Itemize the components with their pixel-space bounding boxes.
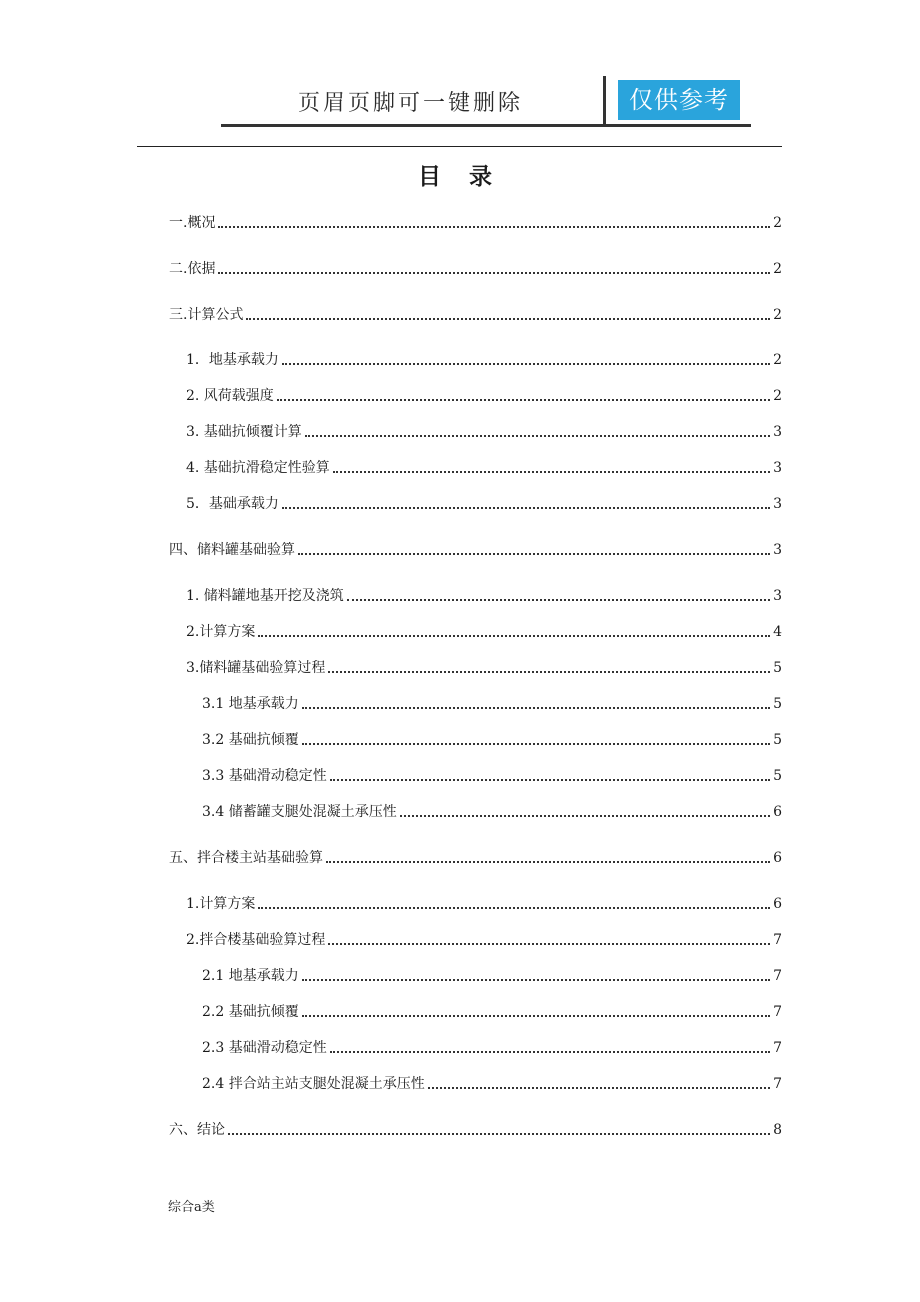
- toc-entry-label: 2.拌合楼基础验算过程: [186, 932, 326, 948]
- toc-entry-label: 2. 风荷载强度: [186, 388, 274, 404]
- toc-entry-page: 5: [773, 660, 782, 676]
- toc-leader: [333, 471, 770, 473]
- toc-entry-4-3-1[interactable]: [202, 694, 782, 714]
- toc-entry-label: 三.计算公式: [169, 307, 244, 323]
- toc-entry-4-1[interactable]: [186, 586, 782, 606]
- toc-entry-4-3-3[interactable]: [202, 766, 782, 786]
- toc-entry-label: 3.3 基础滑动稳定性: [202, 768, 327, 784]
- toc-entry-page: 2: [773, 261, 782, 277]
- toc-entry-label: 2.计算方案: [186, 624, 256, 640]
- toc-entry-page: 2: [773, 352, 782, 368]
- toc-leader: [326, 861, 770, 863]
- toc-leader: [302, 1015, 770, 1017]
- toc-entry-label: 1.计算方案: [186, 896, 256, 912]
- toc-entry-label: 5．基础承载力: [186, 496, 279, 512]
- toc-entry-label: 4. 基础抗滑稳定性验算: [186, 460, 330, 476]
- toc-entry-page: 4: [773, 624, 782, 640]
- toc-entry-page: 7: [773, 1040, 782, 1056]
- toc-leader: [228, 1133, 770, 1135]
- toc-entry-page: 3: [773, 460, 782, 476]
- toc-entry-label: 一.概况: [169, 215, 216, 231]
- toc-entry-5-2-1[interactable]: [202, 966, 782, 986]
- toc-entry-5-2-3[interactable]: [202, 1038, 782, 1058]
- toc-entry-label: 2.1 地基承载力: [202, 968, 299, 984]
- toc-leader: [347, 599, 770, 601]
- toc-entry-page: 6: [773, 896, 782, 912]
- toc-entry-page: 7: [773, 932, 782, 948]
- toc-leader: [400, 815, 770, 817]
- toc-entry-4-3-2[interactable]: [202, 730, 782, 750]
- toc-entry-page: 6: [773, 804, 782, 820]
- toc-entry-formulas[interactable]: [169, 305, 782, 325]
- toc-entry-page: 5: [773, 696, 782, 712]
- toc-entry-page: 3: [773, 424, 782, 440]
- toc-entry-3-4[interactable]: [186, 458, 782, 478]
- toc-entry-4-3[interactable]: [186, 658, 782, 678]
- toc-leader: [246, 318, 770, 320]
- toc-entry-label: 二.依据: [169, 261, 216, 277]
- toc-entry-page: 3: [773, 588, 782, 604]
- toc-entry-label: 3.储料罐基础验算过程: [186, 660, 326, 676]
- toc-entry-label: 四、储料罐基础验算: [169, 542, 295, 558]
- toc-entry-label: 3.4 储蓄罐支腿处混凝土承压性: [202, 804, 397, 820]
- toc-entry-5-2-4[interactable]: [202, 1074, 782, 1094]
- reference-only-badge: 仅供参考: [618, 80, 740, 120]
- toc-entry-page: 5: [773, 732, 782, 748]
- toc-entry-page: 6: [773, 850, 782, 866]
- toc-entry-page: 3: [773, 496, 782, 512]
- toc-entry-5-2-2[interactable]: [202, 1002, 782, 1022]
- toc-leader: [428, 1087, 770, 1089]
- toc-leader: [258, 907, 770, 909]
- toc-entry-page: 2: [773, 388, 782, 404]
- toc-entry-page: 8: [773, 1122, 782, 1138]
- toc-leader: [218, 272, 770, 274]
- toc-entry-label: 3.1 地基承载力: [202, 696, 299, 712]
- toc-entry-storage-tank[interactable]: [169, 540, 782, 560]
- toc-leader: [302, 979, 770, 981]
- toc-entry-3-3[interactable]: [186, 422, 782, 442]
- toc-entry-label: 六、结论: [169, 1122, 225, 1138]
- page-header-rule: [137, 146, 782, 147]
- toc-entry-page: 3: [773, 542, 782, 558]
- toc-entry-3-5[interactable]: [186, 494, 782, 514]
- toc-leader: [282, 363, 770, 365]
- toc-leader: [218, 226, 770, 228]
- toc-leader: [328, 943, 770, 945]
- toc-leader: [258, 635, 770, 637]
- toc-entry-label: 3. 基础抗倾覆计算: [186, 424, 302, 440]
- toc-leader: [330, 779, 770, 781]
- toc-entry-page: 7: [773, 1004, 782, 1020]
- footer-text: 综合a类: [168, 1200, 215, 1215]
- toc-entry-basis[interactable]: [169, 259, 782, 279]
- toc-entry-label: 1. 储料罐地基开挖及浇筑: [186, 588, 344, 604]
- toc-entry-page: 5: [773, 768, 782, 784]
- toc-entry-3-1[interactable]: [186, 350, 782, 370]
- toc-entry-label: 3.2 基础抗倾覆: [202, 732, 299, 748]
- toc-leader: [277, 399, 770, 401]
- toc-entry-conclusion[interactable]: [169, 1120, 782, 1140]
- header-divider: [603, 76, 606, 126]
- toc-leader: [302, 707, 770, 709]
- toc-leader: [302, 743, 770, 745]
- toc-entry-5-1[interactable]: [186, 894, 782, 914]
- toc-entry-5-2[interactable]: [186, 930, 782, 950]
- toc-entry-label: 五、拌合楼主站基础验算: [169, 850, 323, 866]
- header-text: 页眉页脚可一键删除: [298, 91, 524, 116]
- toc-entry-page: 2: [773, 215, 782, 231]
- toc-entry-3-2[interactable]: [186, 386, 782, 406]
- toc-entry-overview[interactable]: [169, 213, 782, 233]
- toc-leader: [298, 553, 770, 555]
- toc-entry-4-3-4[interactable]: [202, 802, 782, 822]
- toc-entry-label: 2.2 基础抗倾覆: [202, 1004, 299, 1020]
- header-underline: [221, 124, 751, 127]
- toc-entry-label: 2.4 拌合站主站支腿处混凝土承压性: [202, 1076, 425, 1092]
- toc-leader: [305, 435, 770, 437]
- toc-entry-label: 1．地基承载力: [186, 352, 279, 368]
- toc-leader: [282, 507, 770, 509]
- toc-entry-4-2[interactable]: [186, 622, 782, 642]
- toc-leader: [328, 671, 770, 673]
- toc-title: 目 录: [417, 164, 502, 190]
- toc-entry-page: 7: [773, 1076, 782, 1092]
- toc-entry-label: 2.3 基础滑动稳定性: [202, 1040, 327, 1056]
- toc-entry-page: 7: [773, 968, 782, 984]
- toc-leader: [330, 1051, 770, 1053]
- toc-entry-page: 2: [773, 307, 782, 323]
- toc-entry-mixing-station[interactable]: [169, 848, 782, 868]
